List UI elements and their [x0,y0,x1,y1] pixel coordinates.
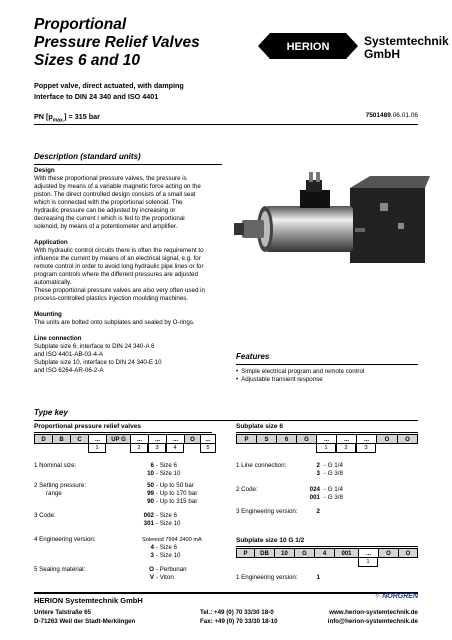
description-heading: Description (standard units) [34,152,141,161]
subplate10-options: 1 Engineering version: 1 [236,574,320,581]
divider [236,364,418,365]
list-item: • Adjustable transient response [236,376,364,384]
description-body: Design With these proportional pressure valves, the pressure is adjusted by means of a variable magnetic force acting on the piston. The direct controlled design consists of a small seat which is connected with the proportional solenoid. The hydraulic pressure can be adjusted by increasing or decreasing the current I which is fed to the proportional solenoid, by means of a potentiometer and amplifier. Application With hydraulic control circuits there is often the requirement to influence the current by means of an electrical signal, e.g. for remote control in order to avoid long hydraulic pipe lines or for program controls where the different pressures are adjusted automatically. These proportional pressure valves are also very often used in process-controlled plastics injection moulding machines. Mounting The units are bolted onto subplates and sealed by O-rings. Line connection Subplate size 6, interface to DIN 24 340-A 6 and ISO 4401-AB-03-4-A Subplate size 10, interface to DIN 24 340-E 10 and ISO 6264-AR-06-2-A [34,167,205,374]
nominal-pressure: PN $[p_{max.}] = 315$ bar [34,112,100,124]
subplate6-options: 1 Line connection: 2 - G 1/4 3 - G 3/8 2 Code: 024 - G 1/4 001 - G 3/8 3 Engineering version: 2 [236,462,343,515]
divider [34,124,418,125]
valve-illustration [230,168,430,288]
subtitle: Poppet valve, direct actuated, with damping Interface to DIN 24 340 and ISO 4401 [34,81,184,101]
footer-phone: Tel.: +49 (0) 70 33/30 18-0 Fax: +49 (0) 70 33/30 18-10 [200,609,278,625]
type-key-heading: Type key [34,408,68,417]
herion-logo [256,30,449,62]
svg-text:Systemtechnik: Systemtechnik [364,34,449,48]
document-number: 7501489.06.01.06 [365,112,418,119]
divider [236,432,418,433]
subplate10-code-row: P DB 10 G 4 001 ... O O [236,548,418,558]
divider [34,164,222,165]
valves-code-row: D B C ... UP G ... ... ... O ... [34,434,216,444]
features-list [236,368,364,384]
subplate6-code-numbers: 1 2 3 [316,444,376,453]
footer-contact [328,608,418,626]
footer-divider [34,592,418,594]
footer-address: Untere Talstraße 65 D-71263 Weil der Stadt-Merklingen [34,609,136,625]
subplate10-code-numbers: 1 [358,558,378,567]
valves-code-heading: Proportional pressure relief valves [34,423,141,430]
norgren-logo: ✧ NORGREN [374,593,418,600]
email-link[interactable]: info@herion-systemtechnik.de [327,618,418,625]
valves-options: 1 Nominal size: 6 - Size 6 10 - Size 10 2 Setting pressure: range 50 - Up to 50 bar 99 - Up to 170 bar 90 - Up to 315 bar 3 Code: 002 - Size 6 301 - Size 10 4 Engineering version: Solenoid 7994 2400 mA 4 - Size 6 3 - Size 10 5 Sealing material: O - Perbunan V - Viton [34,462,202,581]
footer-company: HERION Systemtechnik GmbH [34,596,143,605]
subplate6-heading: Subplate size 6 [236,423,283,430]
features-heading: Features [236,352,270,361]
svg-text:GmbH: GmbH [364,47,400,61]
divider [34,420,418,421]
subplate10-heading: Subplate size 10 G 1/2 [236,537,305,544]
list-item: • Simple electrical program and remote control [236,368,364,376]
svg-text:HERION: HERION [286,41,330,53]
page-title: Proportional Pressure Relief Valves Sizes 6 and 10 [34,16,200,69]
divider [34,432,212,433]
divider [236,546,418,547]
valves-code-numbers: 1 2 3 4 5 [88,444,216,453]
website-link[interactable]: www.herion-systemtechnik.de [329,609,418,616]
subplate6-code-row: P S 6 G ... ... ... O O [236,434,418,444]
